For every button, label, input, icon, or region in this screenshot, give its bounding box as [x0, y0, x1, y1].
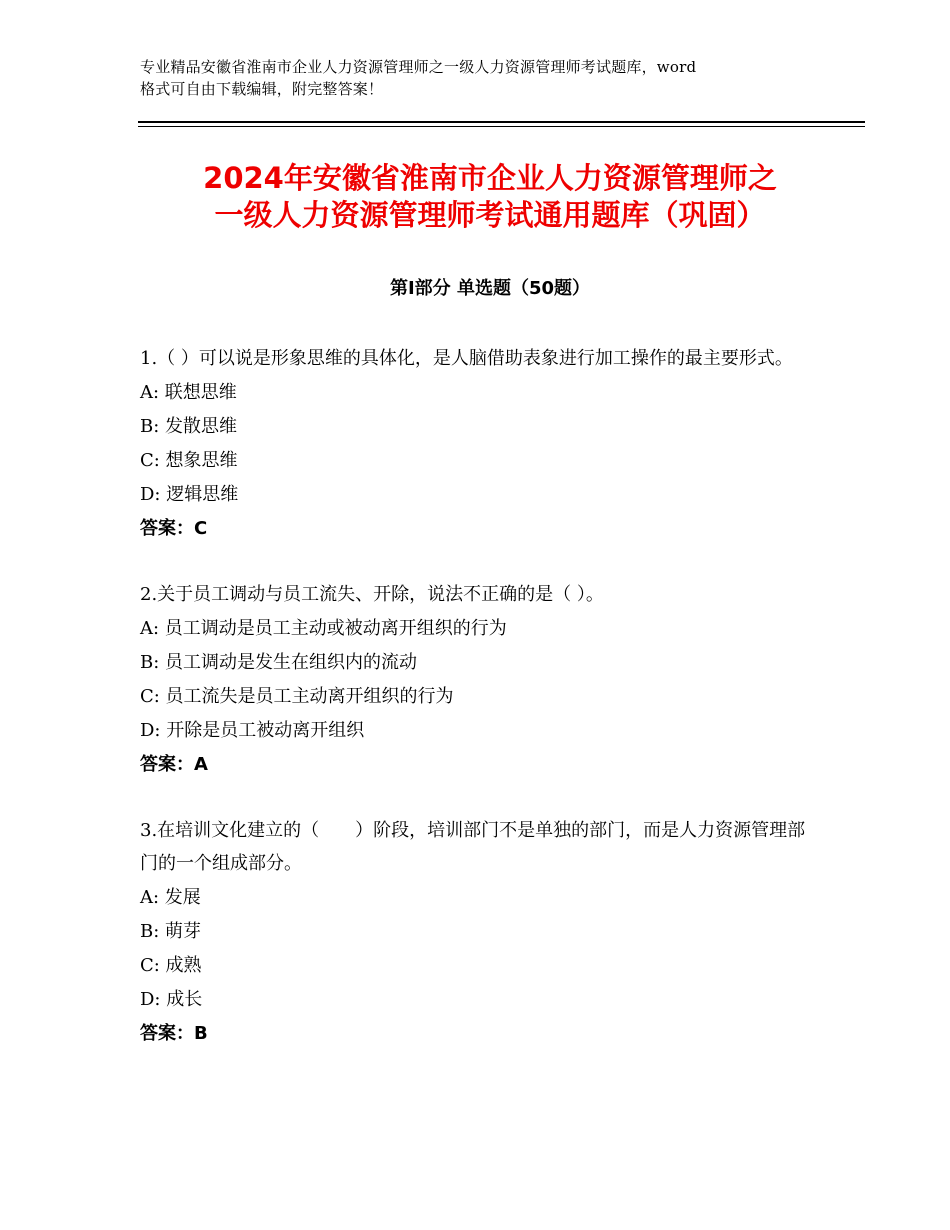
header-divider-thin: [138, 126, 865, 127]
header-note-line-1: 专业精品安徽省淮南市企业人力资源管理师之一级人力资源管理师考试题库，word: [140, 58, 697, 76]
option-a: A: 员工调动是员工主动或被动离开组织的行为: [140, 618, 507, 639]
option-b: B: 发散思维: [140, 416, 238, 437]
option-a: A: 联想思维: [140, 382, 237, 403]
question-list: [140, 342, 810, 1083]
header-note-line-2: 格式可自由下载编辑，附完整答案！: [140, 80, 384, 98]
answer: 答案：C: [140, 518, 208, 539]
option-d: D: 成长: [140, 989, 203, 1010]
document-title: [140, 160, 840, 234]
answer: 答案：B: [140, 1023, 208, 1044]
question-stem: 1.（ ）可以说是形象思维的具体化，是人脑借助表象进行加工操作的最主要形式。: [140, 348, 793, 369]
option-c: C: 员工流失是员工主动离开组织的行为: [140, 686, 454, 707]
option-d: D: 开除是员工被动离开组织: [140, 720, 365, 741]
question-1: [140, 342, 810, 546]
option-a: A: 发展: [140, 887, 201, 908]
question-stem: 2.关于员工调动与员工流失、开除，说法不正确的是（ ）。: [140, 584, 604, 605]
option-b: B: 萌芽: [140, 921, 202, 942]
answer: 答案：A: [140, 754, 208, 775]
question-3: [140, 814, 810, 1051]
document-title-line-2: 一级人力资源管理师考试通用题库（巩固）: [214, 198, 766, 232]
header-divider-thick: [138, 121, 865, 123]
option-b: B: 员工调动是发生在组织内的流动: [140, 652, 418, 673]
question-2: [140, 578, 810, 782]
option-c: C: 成熟: [140, 955, 202, 976]
option-c: C: 想象思维: [140, 450, 238, 471]
document-header-note: [140, 56, 830, 100]
document-title-line-1: 2024年安徽省淮南市企业人力资源管理师之: [203, 161, 777, 195]
option-d: D: 逻辑思维: [140, 484, 239, 505]
section-heading: 第Ⅰ部分 单选题（50题）: [389, 278, 590, 299]
question-stem: 3.在培训文化建立的（ ）阶段，培训部门不是单独的部门，而是人力资源管理部门的一个组成部分。: [140, 820, 806, 874]
